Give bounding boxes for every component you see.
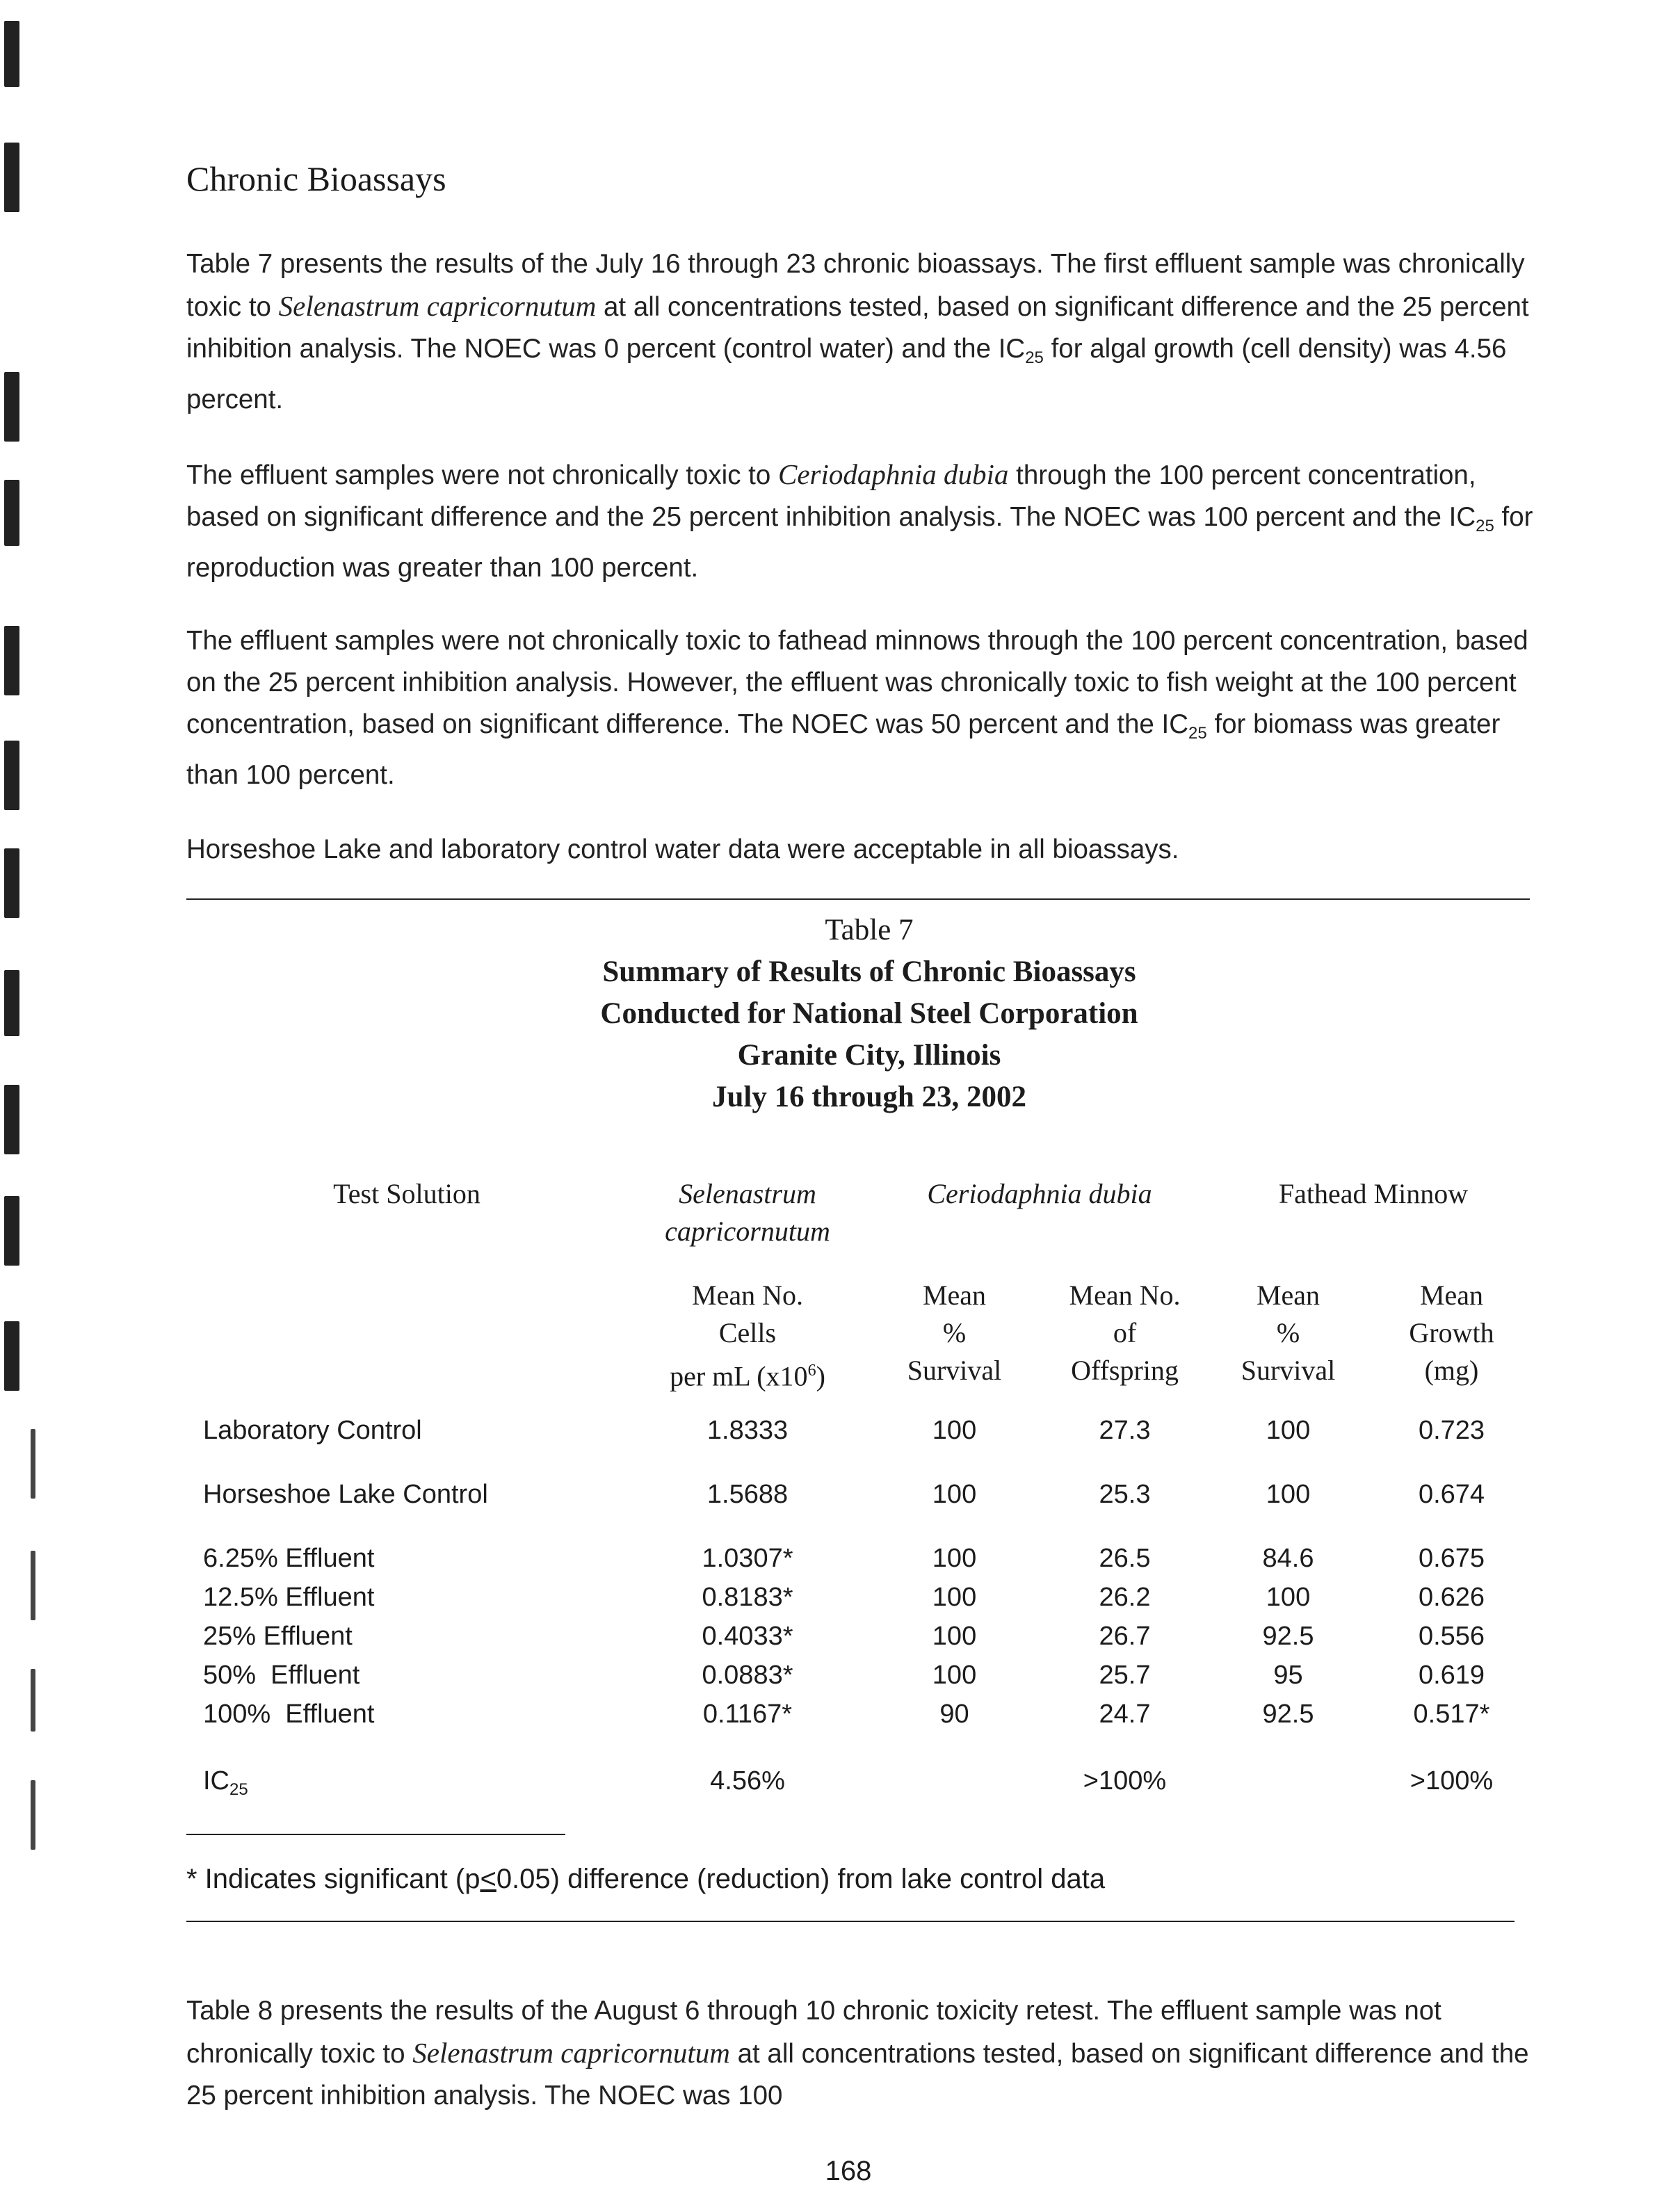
cell-value: 92.5: [1262, 1700, 1314, 1729]
subscript: 25: [229, 1780, 248, 1800]
header-text: [626, 1352, 869, 1395]
binding-mark: [4, 848, 19, 918]
superscript: 6: [807, 1362, 816, 1380]
table-caption-label: Table 7: [825, 914, 914, 946]
cell-value: 1.8333: [706, 1416, 789, 1446]
cell-value: 0.619: [1418, 1661, 1485, 1690]
page-number: 168: [825, 2156, 872, 2186]
cell-value: 95: [1273, 1661, 1303, 1690]
table-row: [188, 1544, 1537, 1583]
ic-label: IC: [203, 1766, 229, 1796]
header-text: (mg): [1424, 1355, 1479, 1386]
table-caption-line: Summary of Results of Chronic Bioassays: [602, 955, 1136, 988]
binding-mark: [4, 21, 19, 87]
cell-value: 84.6: [1262, 1544, 1314, 1574]
cell-value: >100%: [1083, 1766, 1167, 1796]
cell-value: 1.5688: [706, 1480, 789, 1510]
header-mean-cells: [626, 1277, 869, 1395]
table-top-rule: [186, 898, 1530, 900]
binding-mark: [4, 741, 19, 810]
binding-mark: [4, 626, 19, 695]
table-group-header-row: [188, 1175, 1537, 1250]
cell-value: 24.7: [1099, 1700, 1151, 1729]
cell-empty: [869, 1766, 1040, 1800]
less-equal-symbol: <: [480, 1864, 496, 1894]
header-text: Mean No.: [1069, 1280, 1181, 1311]
cell-value: 92.5: [1262, 1622, 1314, 1652]
header-text: Mean: [1256, 1280, 1320, 1311]
row-label: 100% Effluent: [203, 1700, 375, 1729]
species-name: Ceriodaphnia dubia: [778, 458, 1009, 490]
binding-mark: [4, 970, 19, 1036]
binding-mark: [4, 480, 19, 546]
paragraph-5: [186, 1990, 1542, 2117]
table-row: [188, 1416, 1537, 1480]
text-run: * Indicates significant (p: [186, 1864, 480, 1894]
header-text: per mL (x10: [670, 1360, 808, 1392]
table-sub-header-row: [188, 1277, 1537, 1395]
cell-value: 0.1167*: [702, 1700, 793, 1729]
paragraph-4: Horseshoe Lake and laboratory control water data were acceptable in all bioassays.: [186, 834, 1179, 864]
subscript: 25: [1025, 348, 1044, 367]
table-row: [188, 1480, 1537, 1544]
cell-value: 0.4033*: [702, 1622, 793, 1652]
header-fm-growth: [1366, 1277, 1537, 1395]
cell-value: 27.3: [1099, 1416, 1151, 1446]
text-run: for reproduction was greater than 100 percent.: [186, 502, 1533, 583]
row-label: 12.5% Effluent: [203, 1583, 375, 1613]
binding-mark: [4, 1196, 19, 1266]
cell-value: 25.7: [1099, 1661, 1151, 1690]
cell-value: 26.2: [1099, 1583, 1151, 1613]
text-run: Table 8 presents the results of the August 6 through 10 chronic toxicity retest. The effluent sample was not chronically toxic to: [186, 1996, 1441, 2069]
row-label: [188, 1766, 626, 1800]
header-text: ): [816, 1360, 825, 1392]
cell-value: 26.7: [1099, 1622, 1151, 1652]
row-label: Horseshoe Lake Control: [203, 1480, 488, 1510]
text-run: through the 100 percent concentration, based on significant difference and the 25 percent inhibition analysis. The NOEC was 100 percent and the IC: [186, 460, 1476, 532]
cell-empty: [1210, 1766, 1366, 1800]
table-row: [188, 1583, 1537, 1622]
binding-mark: [4, 1085, 19, 1154]
table-row: [188, 1661, 1537, 1700]
text-run: The effluent samples were not chronically toxic to fathead minnows through the 100 percent concentration, based on the 25 percent inhibition analysis. However, the effluent was chronically toxic to fish weight at the 100 percent concentration, based on significant difference. The NOEC was 50 percent and the IC: [186, 626, 1528, 739]
section-heading: Chronic Bioassays: [186, 159, 446, 198]
header-text: %: [1276, 1317, 1300, 1348]
header-cd-offspring: [1040, 1277, 1210, 1395]
table-caption-line: Conducted for National Steel Corporation: [600, 997, 1138, 1030]
header-text: Survival: [1241, 1355, 1336, 1386]
results-table: [188, 1175, 1537, 1800]
binding-mark: [4, 372, 19, 442]
cell-value: 0.8183*: [702, 1583, 793, 1613]
header-text: Survival: [907, 1355, 1002, 1386]
binding-mark: [4, 1321, 19, 1391]
header-text: of: [1113, 1317, 1137, 1348]
cell-value: 0.0883*: [702, 1661, 793, 1690]
header-text: Offspring: [1071, 1355, 1179, 1386]
table-footnote: [186, 1864, 1105, 1895]
text-run: 0.05) difference (reduction) from lake control data: [496, 1864, 1106, 1894]
text-run: Table 7 presents the results of the July 16 through 23 chronic bioassays. The first effluent sample was chronically toxic to: [186, 249, 1525, 322]
cell-value: >100%: [1410, 1766, 1494, 1796]
species-name: Selenastrum capricornutum: [412, 2037, 730, 2069]
row-label: 50% Effluent: [203, 1661, 360, 1690]
text-run: for algal growth (cell density) was 4.56 percent.: [186, 334, 1507, 414]
cell-value: 25.3: [1099, 1480, 1151, 1510]
binding-mark: [31, 1551, 35, 1620]
paragraph-3: [186, 620, 1542, 796]
subscript: 25: [1476, 517, 1494, 535]
binding-mark: [4, 143, 19, 212]
row-label: 6.25% Effluent: [203, 1544, 375, 1574]
text-run: at all concentrations tested, based on significant difference and the 25 percent inhibition analysis. The NOEC was 0 percent (control water) and the IC: [186, 292, 1529, 364]
header-text: Mean: [1419, 1280, 1484, 1311]
cell-value: 100: [932, 1622, 977, 1652]
binding-mark: [31, 1669, 35, 1732]
header-fm-survival: [1210, 1277, 1366, 1395]
header-text: capricornutum: [665, 1216, 830, 1247]
table-caption-line: July 16 through 23, 2002: [712, 1081, 1026, 1113]
table-row: [188, 1700, 1537, 1766]
cell-value: 100: [1266, 1583, 1311, 1613]
cell-value: 100: [932, 1583, 977, 1613]
subscript: 25: [1188, 724, 1207, 743]
table-caption-line: Granite City, Illinois: [737, 1039, 1001, 1072]
cell-value: 0.556: [1418, 1622, 1485, 1652]
text-run: at all concentrations tested, based on significant difference and the 25 percent inhibition analysis. The NOEC was 100: [186, 2039, 1529, 2111]
row-label: Laboratory Control: [203, 1416, 422, 1446]
header-text: Cells: [718, 1317, 777, 1348]
paragraph-2: [186, 453, 1542, 589]
col-test-solution: [188, 1175, 626, 1250]
col-group-ceriodaphnia: Ceriodaphnia dubia: [927, 1178, 1152, 1209]
row-label: 25% Effluent: [203, 1622, 353, 1652]
cell-value: 1.0307*: [702, 1544, 793, 1574]
cell-value: 0.723: [1418, 1416, 1485, 1446]
text-run: for biomass was greater than 100 percent.: [186, 709, 1501, 790]
table-row: [188, 1622, 1537, 1661]
cell-value: 100: [932, 1480, 977, 1510]
header-text: Mean No.: [692, 1280, 803, 1311]
species-name: Selenastrum capricornutum: [278, 290, 597, 322]
header-text: Growth: [1409, 1317, 1494, 1348]
cell-value: 100: [1266, 1416, 1311, 1446]
cell-value: 100: [932, 1544, 977, 1574]
header-text: Selenastrum: [679, 1178, 816, 1209]
cell-value: 0.626: [1418, 1583, 1485, 1613]
header-text: Test Solution: [333, 1178, 480, 1209]
cell-value: 4.56%: [710, 1766, 785, 1796]
header-text: Mean: [922, 1280, 987, 1311]
text-run: The effluent samples were not chronically toxic to: [186, 460, 778, 490]
table-caption: [417, 910, 1321, 1118]
col-group-selenastrum: [626, 1175, 869, 1250]
table-bottom-rule: [186, 1921, 1515, 1922]
binding-mark: [31, 1429, 35, 1499]
cell-value: 100: [1266, 1480, 1311, 1510]
cell-value: 100: [932, 1661, 977, 1690]
cell-value: 0.517*: [1413, 1700, 1490, 1729]
paragraph-1: [186, 243, 1542, 421]
cell-value: 90: [939, 1700, 969, 1729]
cell-value: 26.5: [1099, 1544, 1151, 1574]
cell-value: 0.674: [1418, 1480, 1485, 1510]
col-group-fathead: Fathead Minnow: [1278, 1178, 1469, 1209]
cell-value: 0.675: [1418, 1544, 1485, 1574]
header-cd-survival: [869, 1277, 1040, 1395]
header-text: %: [942, 1317, 967, 1348]
footnote-rule: [186, 1834, 565, 1835]
binding-mark: [31, 1780, 35, 1850]
cell-value: 100: [932, 1416, 977, 1446]
ic25-row: [188, 1766, 1537, 1800]
